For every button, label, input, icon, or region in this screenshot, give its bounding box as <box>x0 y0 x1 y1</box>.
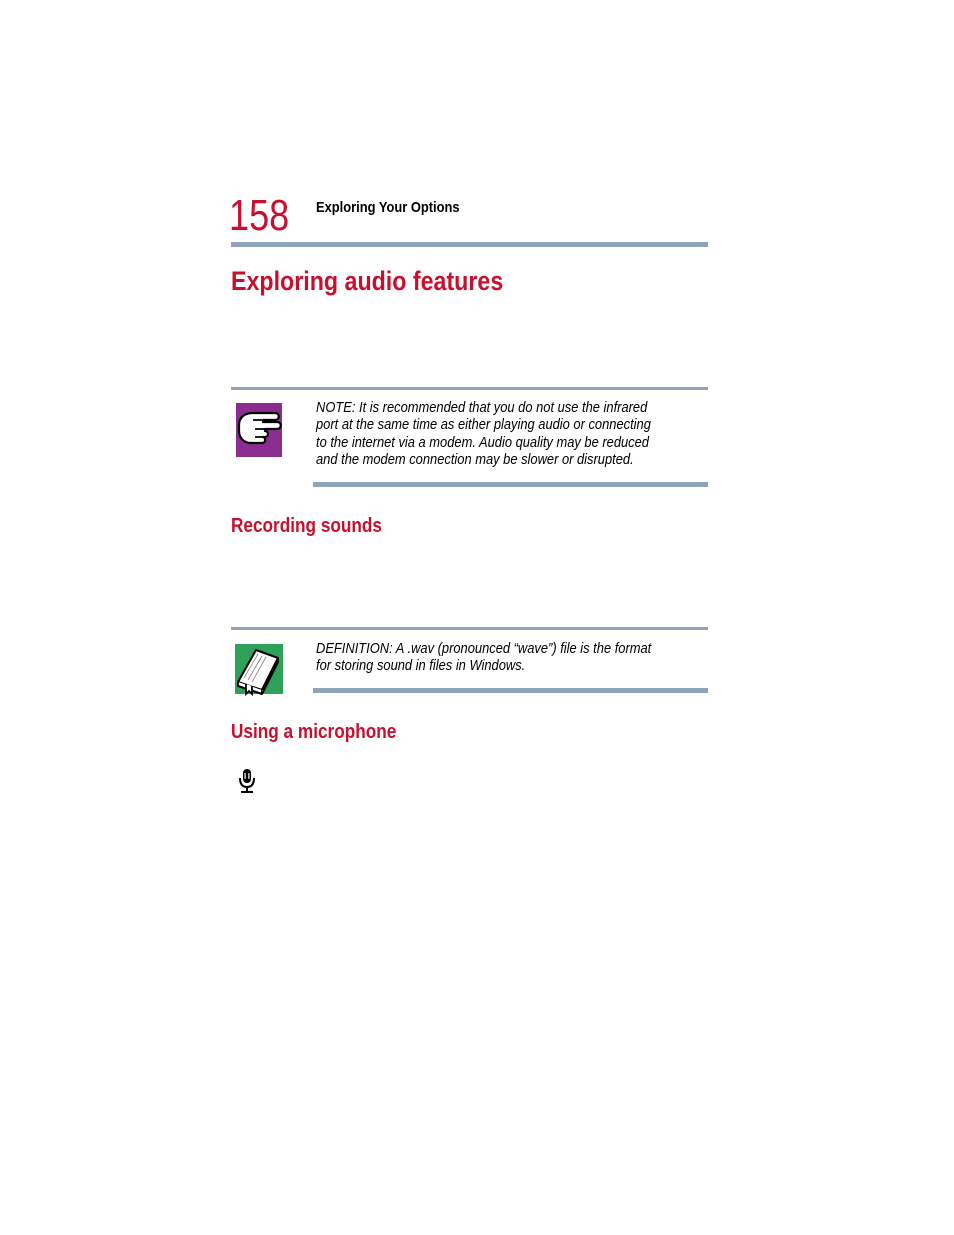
note-line: to the internet via a modem. Audio quality may be reduced <box>316 433 649 451</box>
recording-sounds-heading: Recording sounds <box>231 515 382 537</box>
section-title: Exploring audio features <box>231 266 504 296</box>
definition-text <box>316 640 677 675</box>
definition-line: for storing sound in files in Windows. <box>316 657 526 675</box>
page-number: 158 <box>229 191 290 240</box>
note-text <box>316 399 677 468</box>
note-top-rule <box>231 387 708 390</box>
note-line: and the modem connection may be slower or disrupted. <box>316 450 634 468</box>
header-rule <box>231 242 708 247</box>
note-line: NOTE: It is recommended that you do not use the infrared <box>316 399 648 416</box>
note-line: port at the same time as either playing audio or connecting <box>316 416 651 434</box>
definition-bottom-rule <box>313 688 708 693</box>
book-icon <box>234 644 284 701</box>
definition-top-rule <box>231 627 708 630</box>
using-microphone-heading: Using a microphone <box>231 721 397 743</box>
pointing-hand-icon <box>235 403 283 462</box>
definition-line: DEFINITION: A .wav (pronounced “wave”) file is the format <box>316 640 652 657</box>
running-head: Exploring Your Options <box>316 199 460 216</box>
microphone-icon <box>238 768 256 799</box>
note-bottom-rule <box>313 482 708 487</box>
